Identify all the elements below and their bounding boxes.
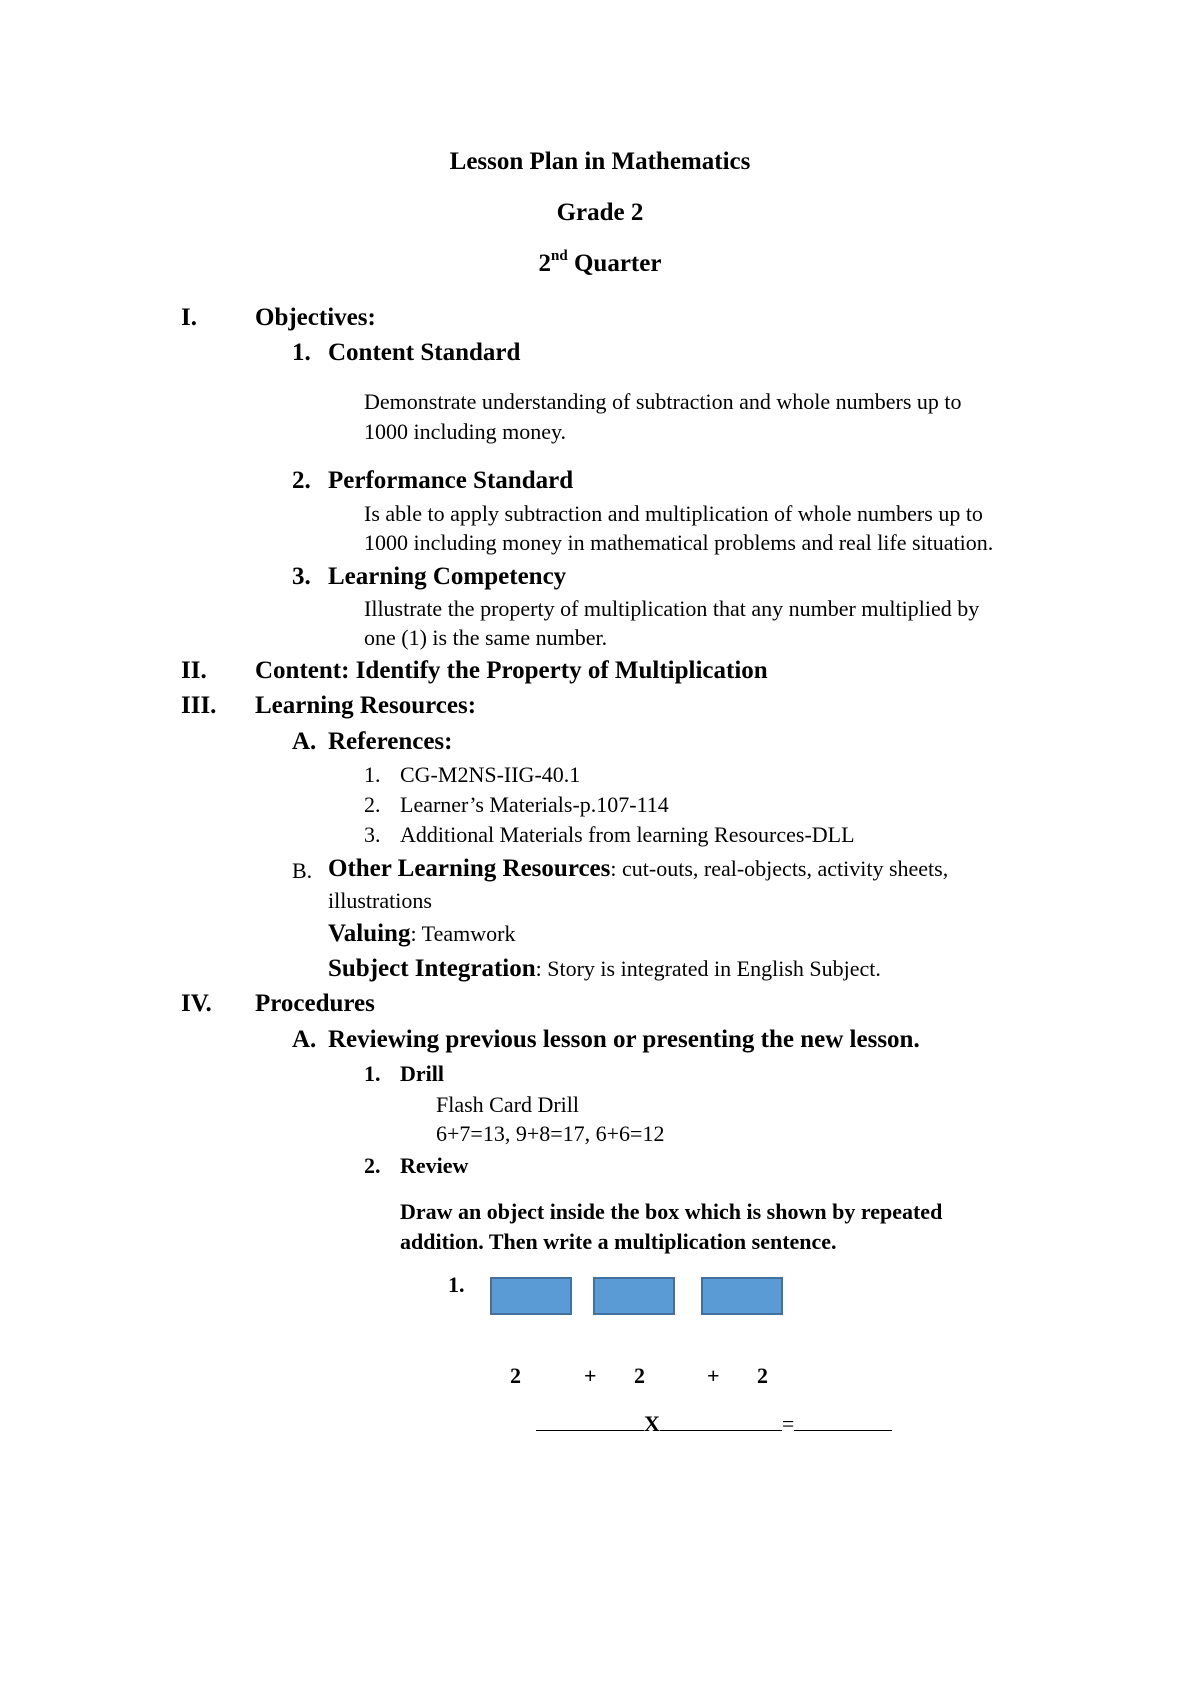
addend: 2 [757,1363,768,1388]
answer-blank-factor-1[interactable] [536,1412,644,1431]
reference-2-text: Learner’s Materials-p.107-114 [400,792,669,817]
section-4-title: Procedures [255,990,375,1017]
drill-line-2: 6+7=13, 9+8=17, 6+6=12 [436,1121,665,1146]
other-resources-text: : cut-outs, real-objects, activity sheets, [610,856,949,881]
section-1-numeral: I. [181,304,197,331]
drawing-box[interactable] [593,1277,675,1315]
section-3b-line-2: illustrations [328,888,432,913]
objective-3-number: 3. [292,563,311,590]
objective-1-title: Content Standard [328,339,521,366]
answer-blank-product[interactable] [794,1412,892,1431]
section-3-title: Learning Resources: [255,692,477,719]
multiplication-sentence [536,1411,892,1437]
section-3b-letter: B. [292,858,313,883]
objective-3-line-2: one (1) is the same number. [364,625,608,650]
objective-3-title: Learning Competency [328,563,567,590]
section-4a-title: Reviewing previous lesson or presenting the new lesson. [328,1026,920,1053]
document-title: Lesson Plan in Mathematics [449,148,751,175]
quarter-label [0,250,1200,278]
drill-line-1: Flash Card Drill [436,1092,579,1117]
integration-line [328,955,881,983]
plus-sign: + [707,1363,720,1388]
objective-3-line-1: Illustrate the property of multiplication that any number multiplied by [364,596,980,621]
integration-label: Subject Integration [328,955,536,982]
section-1-title: Objectives: [255,304,376,331]
quarter-suffix: nd [551,248,568,264]
review-instruction-line-2: addition. Then write a multiplication sentence. [400,1229,837,1254]
section-2-numeral: II. [181,657,207,684]
reference-3-number: 3. [364,822,381,847]
quarter-word: Quarter [573,250,662,277]
section-3a-letter: A. [292,728,317,755]
drill-title: Drill [400,1061,444,1086]
addend: 2 [634,1363,645,1388]
quarter-number: 2 [538,250,552,277]
exercise-number: 1. [448,1272,465,1297]
section-3-numeral: III. [181,692,217,719]
objective-1-line-1: Demonstrate understanding of subtraction and whole numbers up to [364,389,962,414]
objective-2-number: 2. [292,467,311,494]
section-3a-title: References: [328,728,453,755]
drawing-box[interactable] [701,1277,783,1315]
valuing-text: : Teamwork [410,921,516,946]
reference-3-text: Additional Materials from learning Resources-DLL [400,822,855,847]
objective-2-line-1: Is able to apply subtraction and multiplication of whole numbers up to [364,501,983,526]
objective-1-number: 1. [292,339,311,366]
review-instruction-line-1: Draw an object inside the box which is shown by repeated [400,1199,943,1224]
reference-2-number: 2. [364,792,381,817]
times-sign: X [644,1411,660,1436]
objective-2-title: Performance Standard [328,467,574,494]
section-4-numeral: IV. [181,990,212,1017]
drawing-box[interactable] [490,1277,572,1315]
drill-number: 1. [364,1061,381,1086]
reference-1-number: 1. [364,762,381,787]
section-2-title: Content: Identify the Property of Multiplication [255,657,768,684]
reference-1-text: CG-M2NS-IIG-40.1 [400,762,581,787]
plus-sign: + [584,1363,597,1388]
valuing-label: Valuing [328,920,411,947]
other-resources-label: Other Learning Resources [328,855,611,882]
grade-label: Grade 2 [556,199,644,226]
review-title: Review [400,1153,469,1178]
section-4a-letter: A. [292,1026,317,1053]
addend: 2 [510,1363,521,1388]
answer-blank-factor-2[interactable] [660,1412,782,1431]
review-number: 2. [364,1153,381,1178]
equals-sign: = [781,1411,795,1436]
objective-2-line-2: 1000 including money in mathematical problems and real life situation. [364,530,994,555]
valuing-line [328,920,515,948]
section-3b-line-1 [328,855,948,883]
integration-text: : Story is integrated in English Subject. [535,956,881,981]
objective-1-line-2: 1000 including money. [364,419,567,444]
